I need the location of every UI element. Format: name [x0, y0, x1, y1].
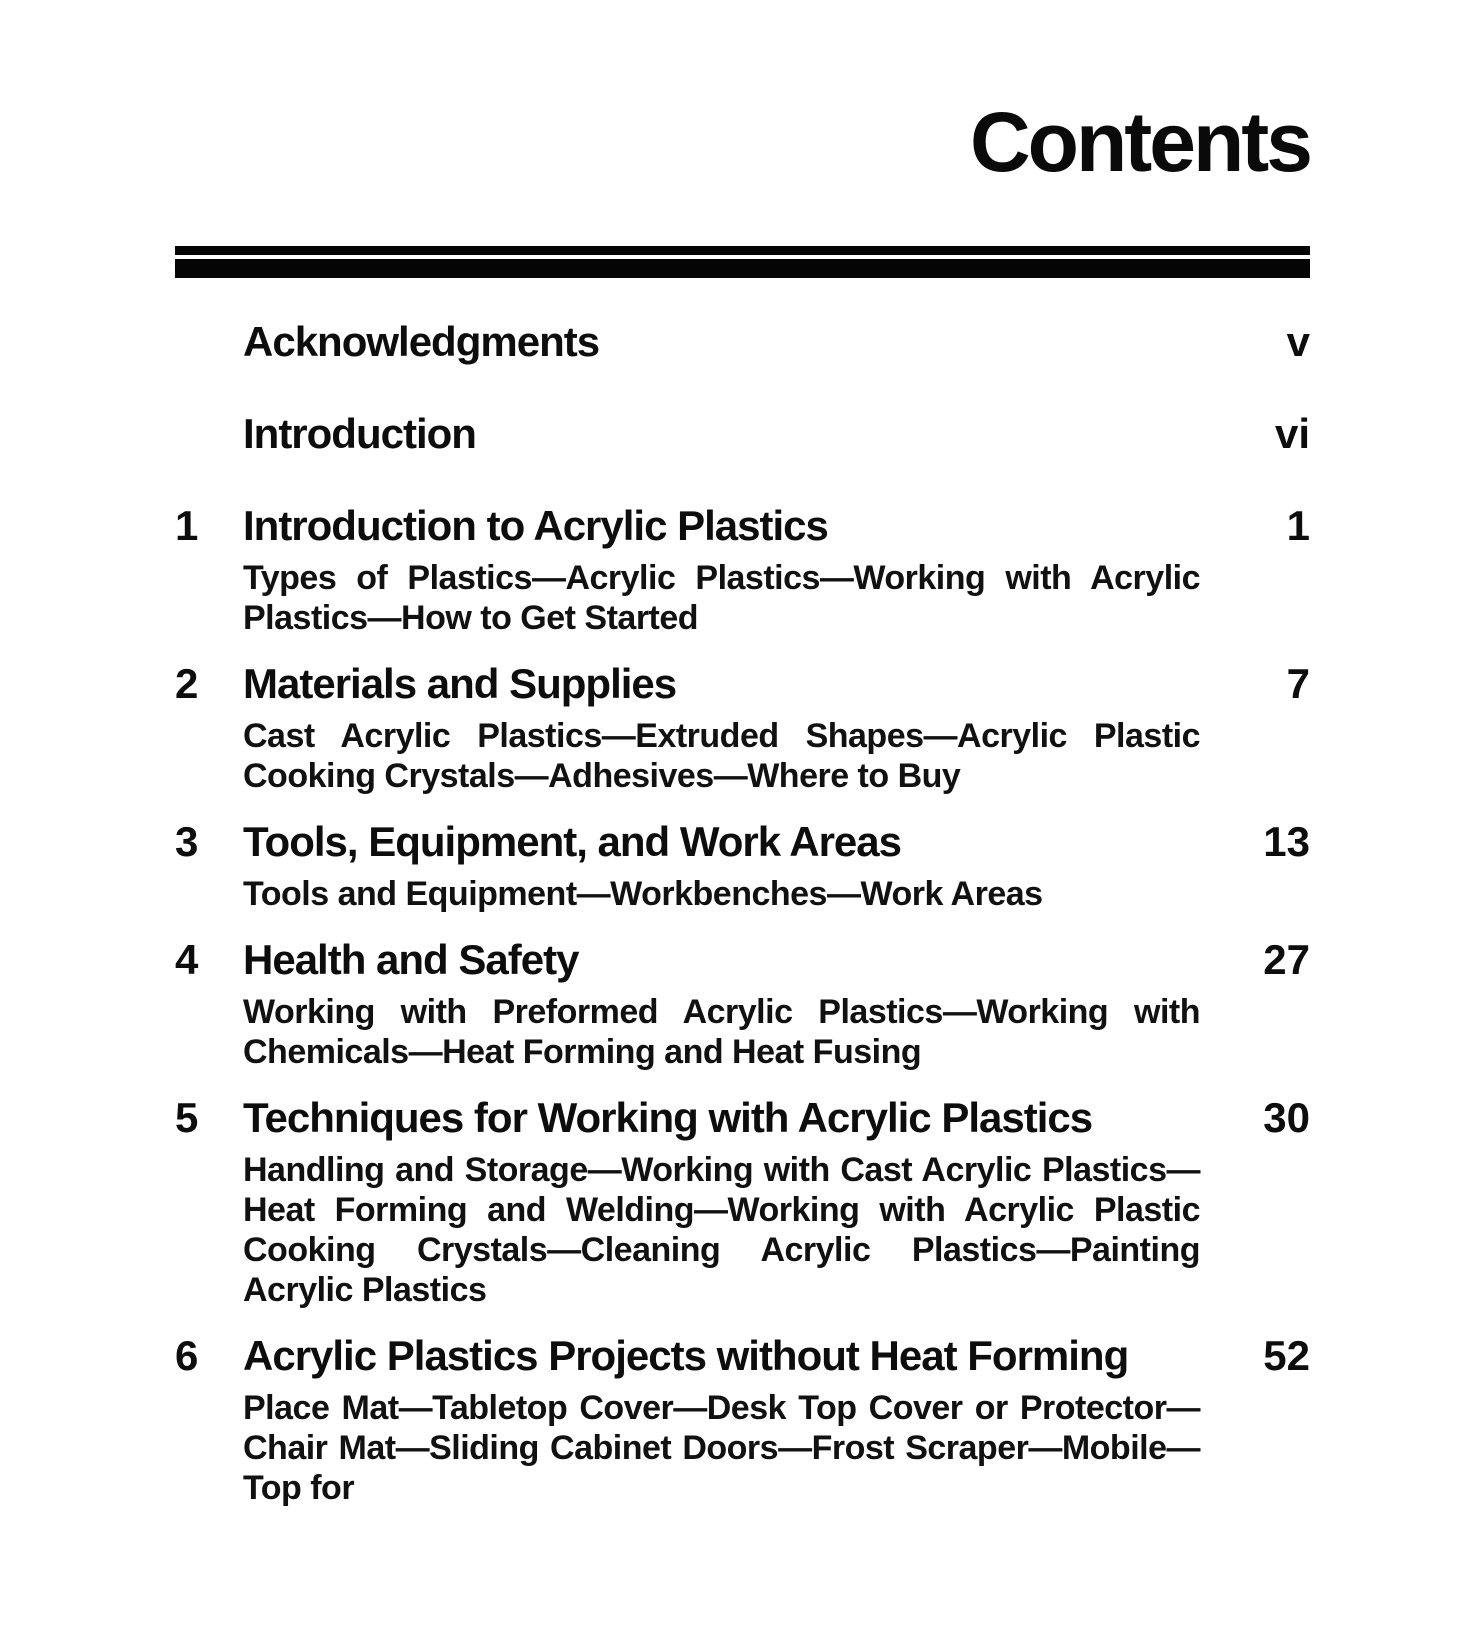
toc-entries: [175, 316, 1310, 1508]
toc-entry-introduction: [175, 408, 1310, 460]
toc-entry-chapter-4: [175, 934, 1310, 1072]
page-title: Contents: [970, 95, 1310, 189]
chapter-number: 4: [175, 936, 198, 983]
entry-title: Materials and Supplies: [243, 660, 677, 707]
entry-page-number: 52: [1263, 1332, 1310, 1379]
entry-page-number: 1: [1286, 502, 1310, 549]
entry-title: Acknowledgments: [243, 318, 600, 365]
entry-main: [243, 1330, 1200, 1508]
chapter-number: 5: [175, 1094, 198, 1141]
entry-subtopics: Types of Plastics—Acrylic Plastics—Working with Acrylic Plastics—How to Get Started: [243, 559, 1200, 637]
entry-page-number: 30: [1263, 1094, 1310, 1141]
toc-entry-chapter-6: [175, 1330, 1310, 1508]
entry-title: Acrylic Plastics Projects without Heat Forming: [243, 1332, 1129, 1379]
entry-title: Introduction to Acrylic Plastics: [243, 502, 828, 549]
entry-main: [243, 408, 1200, 460]
chapter-number: 1: [175, 502, 198, 549]
title-rule-bar: [175, 259, 1310, 278]
entry-main: [243, 934, 1200, 1072]
entry-page-number: 13: [1263, 818, 1310, 865]
entry-subtopics: Handling and Storage—Working with Cast Acrylic Plastics—Heat Forming and Welding—Working with Acrylic Plastic Cooking Crystals—Cleaning Acrylic Plastics—Painting Acrylic Plastics: [243, 1151, 1200, 1309]
entry-page-number: 27: [1263, 936, 1310, 983]
entry-subtopics: Cast Acrylic Plastics—Extruded Shapes—Acrylic Plastic Cooking Crystals—Adhesives—Where to Buy: [243, 717, 1200, 795]
entry-subtopics: Place Mat—Tabletop Cover—Desk Top Cover or Protector—Chair Mat—Sliding Cabinet Doors—Frost Scraper—Mobile—Top for: [243, 1389, 1200, 1507]
toc-entry-acknowledgments: [175, 316, 1310, 368]
entry-page-number: vi: [1274, 410, 1310, 457]
entry-title: Introduction: [243, 410, 476, 457]
toc-entry-chapter-5: [175, 1092, 1310, 1310]
chapter-number: [175, 408, 243, 460]
chapter-number: 6: [175, 1332, 198, 1379]
entry-main: [243, 658, 1200, 796]
entry-main: [243, 1092, 1200, 1310]
entry-title: Tools, Equipment, and Work Areas: [243, 818, 901, 865]
entry-subtopics: Tools and Equipment—Workbenches—Work Areas: [243, 875, 1043, 913]
toc-entry-chapter-3: [175, 816, 1310, 914]
toc-entry-chapter-1: [175, 500, 1310, 638]
chapter-number: [175, 316, 243, 368]
toc-entry-chapter-2: [175, 658, 1310, 796]
chapter-number: 2: [175, 660, 198, 707]
title-rule: [175, 246, 1310, 278]
entry-subtopics: Working with Preformed Acrylic Plastics—Working with Chemicals—Heat Forming and Heat Fusing: [243, 993, 1200, 1071]
entry-page-number: 7: [1286, 660, 1310, 707]
chapter-number: 3: [175, 818, 198, 865]
entry-main: [243, 316, 1200, 368]
entry-title: Health and Safety: [243, 936, 579, 983]
entry-title: Techniques for Working with Acrylic Plastics: [243, 1094, 1093, 1141]
entry-main: [243, 816, 1200, 914]
entry-main: [243, 500, 1200, 638]
entry-page-number: v: [1286, 318, 1310, 365]
